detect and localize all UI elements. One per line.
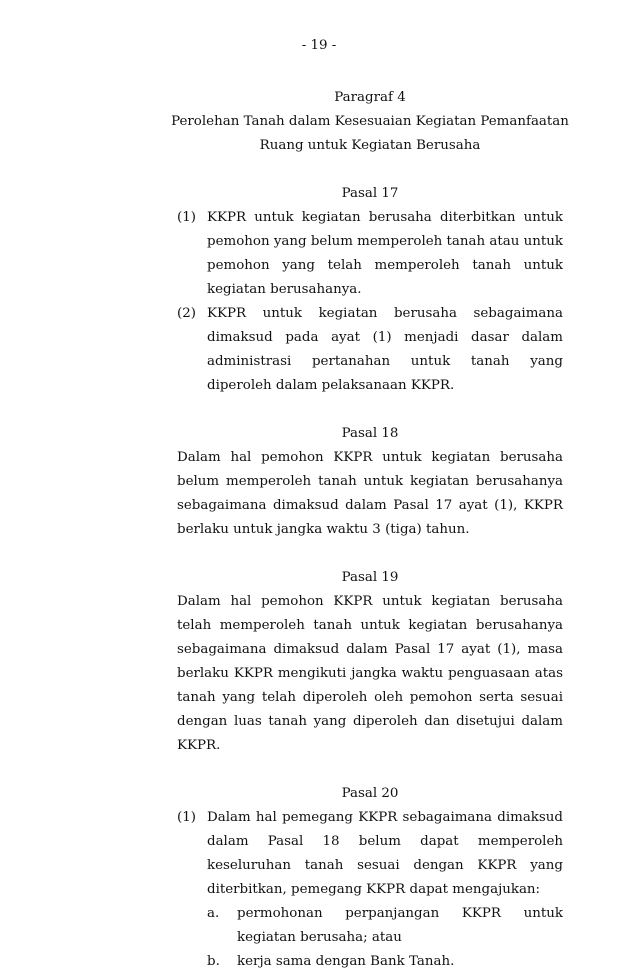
paragraf-title-line1: Perolehan Tanah dalam Kesesuaian Kegiatan Pemanfaatan — [171, 114, 569, 129]
ayat-text: KKPR untuk kegiatan berusaha sebagaimana dimaksud pada ayat (1) menjadi dasar dalam administrasi pertanahan untuk tanah yang diperoleh dalam pelaksanaan KKPR. — [207, 306, 563, 393]
ayat-number: (2) — [177, 306, 196, 321]
subitem-text: permohonan perpanjangan KKPR untuk kegiatan berusaha; atau — [237, 906, 563, 945]
ayat-text: Dalam hal pemegang KKPR sebagaimana dimaksud dalam Pasal 18 belum dapat memperoleh keseluruhan tanah sesuai dengan KKPR yang diterbitkan, pemegang KKPR dapat mengajukan: — [207, 810, 563, 897]
ayat-number: (1) — [177, 210, 196, 225]
pasal-19-heading: Pasal 19 — [341, 570, 399, 585]
subitem-label: b. — [207, 954, 220, 969]
document-content — [171, 86, 569, 974]
page-number: - 19 - — [301, 38, 337, 53]
paragraf-number: Paragraf 4 — [334, 90, 406, 105]
paragraf-title-line2: Ruang untuk Kegiatan Berusaha — [259, 138, 481, 153]
subitem-text: kerja sama dengan Bank Tanah. — [237, 954, 455, 969]
pasal-20-ayat-1 — [177, 806, 563, 902]
pasal-20-subitem-b — [207, 950, 563, 974]
pasal-17-heading: Pasal 17 — [341, 186, 399, 201]
ayat-number: (1) — [177, 810, 196, 825]
pasal-18-text: Dalam hal pemohon KKPR untuk kegiatan berusaha belum memperoleh tanah untuk kegiatan berusahanya sebagaimana dimaksud dalam Pasal 17 ayat (1), KKPR berlaku untuk jangka waktu 3 (tiga) tahun. — [177, 450, 563, 537]
pasal-19-text: Dalam hal pemohon KKPR untuk kegiatan berusaha telah memperoleh tanah untuk kegiatan berusahanya sebagaimana dimaksud dalam Pasal 17 ayat (1), masa berlaku KKPR mengikuti jangka waktu penguasaan atas tanah yang telah diperoleh oleh pemohon serta sesuai dengan luas tanah yang diperoleh dan disetujui dalam KKPR. — [177, 594, 563, 753]
ayat-text: KKPR untuk kegiatan berusaha diterbitkan untuk pemohon yang belum memperoleh tanah atau untuk pemohon yang telah memperoleh tanah untuk kegiatan berusahanya. — [207, 210, 563, 297]
pasal-17-ayat-1 — [177, 206, 563, 302]
pasal-20-subitem-a — [207, 902, 563, 950]
pasal-20-heading: Pasal 20 — [341, 786, 399, 801]
subitem-label: a. — [207, 906, 220, 921]
pasal-18-heading: Pasal 18 — [341, 426, 399, 441]
pasal-17-ayat-2 — [177, 302, 563, 398]
